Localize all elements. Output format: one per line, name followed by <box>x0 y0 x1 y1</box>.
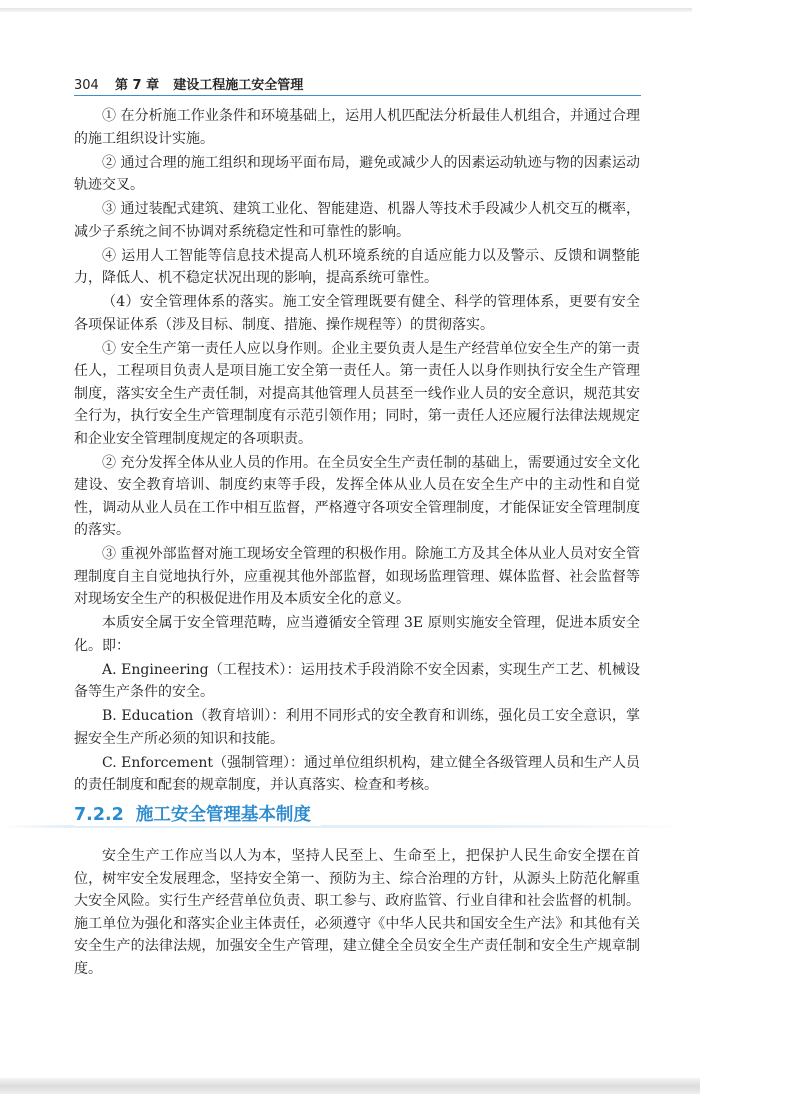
header-rule <box>74 95 641 96</box>
paragraph: ④ 运用人工智能等信息技术提高人机环境系统的自适应能力以及警示、反馈和调整能力，降低人、机不稳定状况出现的影响，提高系统可靠性。 <box>74 247 640 286</box>
section-title: 施工安全管理基本制度 <box>135 805 311 825</box>
paragraph: ③ 重视外部监督对施工现场安全管理的积极作用。除施工方及其全体从业人员对安全管理制度自主自觉地执行外，应重视其他外部监督，如现场监理管理、媒体监督、社会监督等对现场安全生产的积极促进作用及本质安全化的意义。 <box>74 546 640 607</box>
section-heading <box>74 801 321 826</box>
paragraph: ① 在分析施工作业条件和环境基础上，运用人机匹配法分析最佳人机组合，并通过合理的施工组织设计实施。 <box>74 108 640 147</box>
section-number: 7.2.2 <box>74 805 124 825</box>
paragraph: （4）安全管理体系的落实。施工安全管理既要有健全、科学的管理体系，更要有安全各项保证体系（涉及目标、制度、措施、操作规程等）的贯彻落实。 <box>74 294 640 333</box>
paragraph: A. Engineering（工程技术）：运用技术手段消除不安全因素，实现生产工艺、机械设备等生产条件的安全。 <box>74 661 640 700</box>
page-edge-bottom <box>0 1078 700 1094</box>
paragraph: ① 安全生产第一责任人应以身作则。企业主要负责人是生产经营单位安全生产的第一责任人，工程项目负责人是项目施工安全第一责任人。第一责任人以身作则执行安全生产管理制度，落实安全生产责任制，对提高其他管理人员甚至一线作业人员的安全意识，规范其安全行为，执行安全生产管理制度有示范引领作用；同时，第一责任人还应履行法律法规规定和企业安全管理制度规定的各项职责。 <box>74 340 640 447</box>
paragraph: B. Education（教育培训）：利用不同形式的安全教育和训练，强化员工安全意识，掌握安全生产所必须的知识和技能。 <box>74 708 640 747</box>
section-body-text <box>74 845 640 980</box>
section-heading-row <box>74 801 640 835</box>
page-number: 304 <box>74 78 99 93</box>
body-text <box>74 105 640 798</box>
paragraph: 本质安全属于安全管理范畴，应当遵循安全管理 3E 原则实施安全管理，促进本质安全化。即： <box>74 615 640 654</box>
paragraph: ② 通过合理的施工组织和现场平面布局，避免或减少人的因素运动轨迹与物的因素运动轨迹交叉。 <box>74 154 640 193</box>
paragraph: 安全生产工作应当以人为本，坚持人民至上、生命至上，把保护人民生命安全摆在首位，树牢安全发展理念，坚持安全第一、预防为主、综合治理的方针，从源头上防范化解重大安全风险。实行生产经营单位负责、职工参与、政府监管、行业自律和社会监督的机制。施工单位为强化和落实企业主体责任，必须遵守《中华人民共和国安全生产法》和其他有关安全生产的法律法规，加强安全生产管理，建立健全全员安全生产责任制和安全生产规章制度。 <box>74 848 640 977</box>
chapter-label: 第 7 章 <box>114 78 160 93</box>
page-edge-top <box>0 8 692 12</box>
paragraph: ② 充分发挥全体从业人员的作用。在全员安全生产责任制的基础上，需要通过安全文化建设、安全教育培训、制度约束等手段，发挥全体从业人员在安全生产中的主动性和自觉性，调动从业人员在工作中相互监督，严格遵守各项安全管理制度，才能保证安全管理制度的落实。 <box>74 454 640 538</box>
paragraph: ③ 通过装配式建筑、建筑工业化、智能建造、机器人等技术手段减少人机交互的概率，减少子系统之间不协调对系统稳定性和可靠性的影响。 <box>74 201 640 240</box>
running-head <box>74 74 303 93</box>
chapter-title: 建设工程施工安全管理 <box>173 78 304 93</box>
paragraph: C. Enforcement（强制管理）：通过单位组织机构，建立健全各级管理人员和生产人员的责任制度和配套的规章制度，并认真落实、检查和考核。 <box>74 754 640 793</box>
